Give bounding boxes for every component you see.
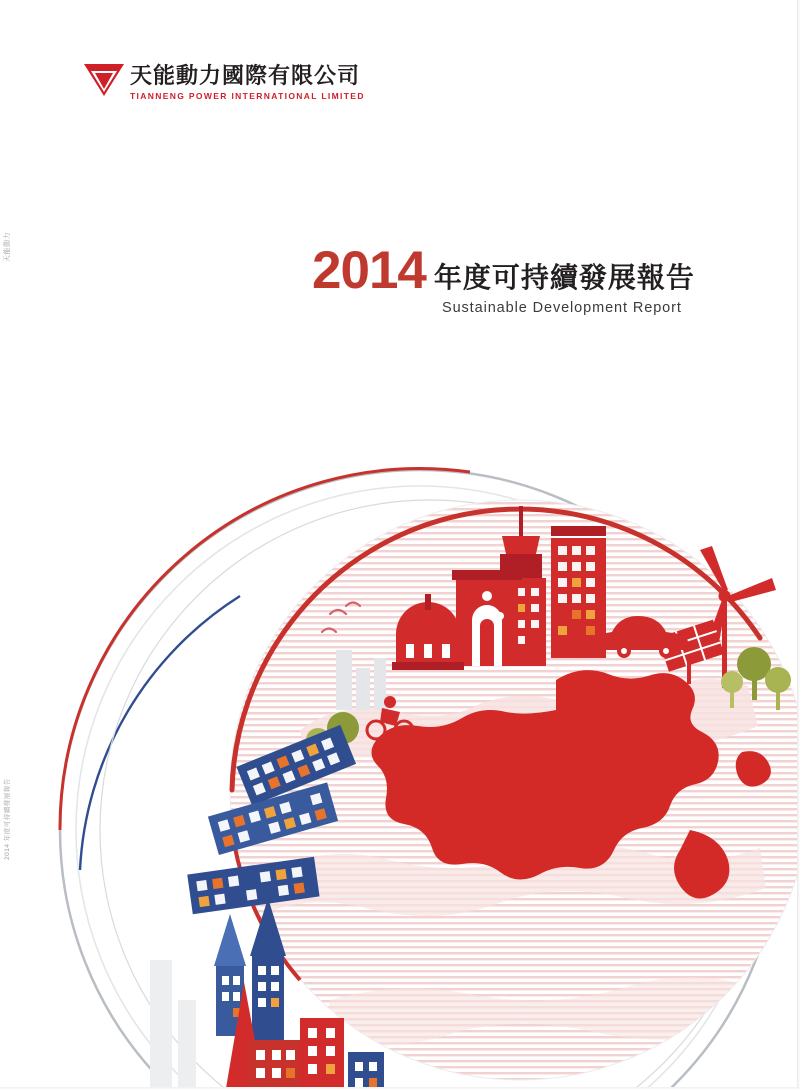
spine-label-lower: 2014 年度可持續發展報告 — [4, 778, 11, 860]
company-name-cn: 天能動力國際有限公司 — [130, 63, 361, 88]
spine-label-upper: 天能動力 — [4, 232, 11, 262]
report-title-en: Sustainable Development Report — [442, 300, 682, 316]
logo-text-block — [130, 62, 365, 102]
title-main-row — [312, 241, 732, 300]
globe-city-skyline-illustration — [0, 400, 800, 1090]
tianneng-triangle-logo-icon — [84, 62, 124, 104]
company-name-en: TIANNENG POWER INTERNATIONAL LIMITED — [130, 91, 365, 101]
cover-title-block — [312, 241, 732, 316]
skyscraper-right-icon — [551, 526, 606, 658]
report-year: 2014 — [312, 241, 426, 300]
report-title-cn: 年度可持續發展報告 — [433, 262, 695, 293]
company-logo — [84, 62, 365, 104]
